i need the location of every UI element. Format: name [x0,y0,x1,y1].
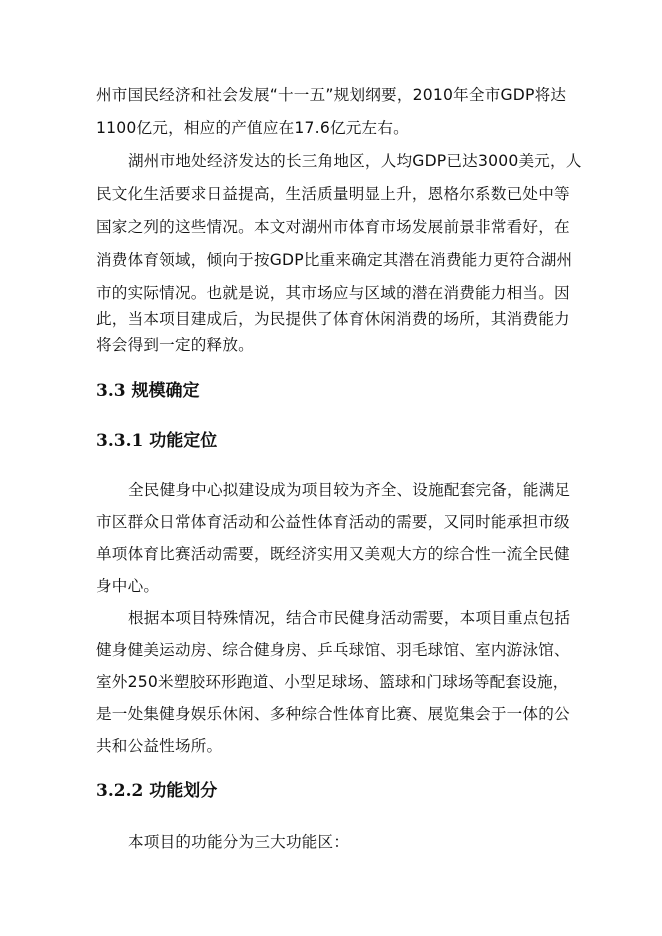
paragraph-4-line-3: 室外250米塑胶环形跑道、小型足球场、篮球和门球场等配套设施， [96,673,569,691]
paragraph-2-line-6: 此，当本项目建成后，为民提供了体育休闲消费的场所，其消费能力 [96,310,570,328]
paragraph-4-line-2: 健身健美运动房、综合健身房、乒乓球馆、羽毛球馆、室内游泳馆、 [96,641,570,659]
paragraph-2-line-4: 消费体育领域，倾向于按GDP比重来确定其潜在消费能力更符合湖州 [96,251,573,269]
paragraph-1-line-2: 1100亿元，相应的产值应在17.6亿元左右。 [96,119,409,137]
paragraph-4-line-1: 根据本项目特殊情况，结合市民健身活动需要，本项目重点包括 [128,609,571,627]
paragraph-3-line-4: 身中心。 [96,577,160,595]
paragraph-2-line-1: 湖州市地处经济发达的长三角地区，人均GDP已达3000美元，人 [128,152,582,170]
paragraph-2-line-3: 国家之列的这些情况。本文对湖州市体育市场发展前景非常看好，在 [96,218,570,236]
paragraph-1-line-1: 州市国民经济和社会发展“十一五”规划纲要，2010年全市GDP将达 [96,86,567,104]
paragraph-4-line-5: 共和公益性场所。 [96,737,223,755]
paragraph-2-line-2: 民文化生活要求日益提高，生活质量明显上升，恩格尔系数已处中等 [96,185,570,203]
heading-3-3-1: 3.3.1 功能定位 [96,431,218,451]
paragraph-3-line-3: 单项体育比赛活动需要，既经济实用又美观大方的综合性一流全民健 [96,545,570,563]
heading-3-2-2: 3.2.2 功能划分 [96,781,218,801]
paragraph-2-line-7: 将会得到一定的释放。 [96,336,254,354]
paragraph-4-line-4: 是一处集健身娱乐休闲、多种综合性体育比赛、展览集会于一体的公 [96,705,570,723]
paragraph-3-line-1: 全民健身中心拟建设成为项目较为齐全、设施配套完备，能满足 [128,481,571,499]
paragraph-3-line-2: 市区群众日常体育活动和公益性体育活动的需要，又同时能承担市级 [96,513,570,531]
paragraph-5-line-1: 本项目的功能分为三大功能区： [128,833,350,851]
paragraph-2-line-5: 市的实际情况。也就是说，其市场应与区域的潜在消费能力相当。因 [96,284,570,302]
heading-3-3: 3.3 规模确定 [96,381,200,401]
